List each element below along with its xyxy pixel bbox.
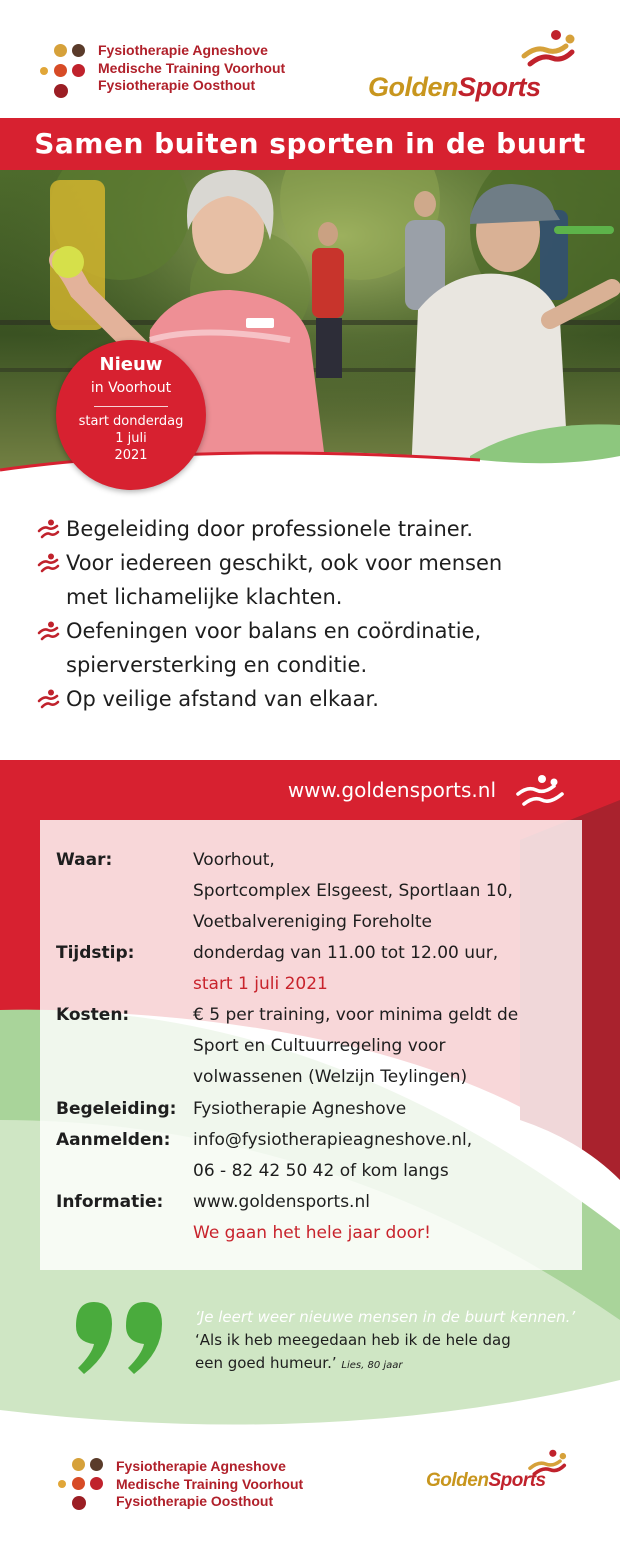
badge-divider <box>94 406 168 407</box>
kosten-value-3: volwassenen (Welzijn Teylingen) <box>193 1067 468 1087</box>
dots-logo-icon <box>40 42 104 102</box>
brand-golden: Golden <box>368 72 458 102</box>
quote-line: ‘Als ik heb meegedaan heb ik de hele dag <box>195 1331 511 1349</box>
list-item-text: Oefeningen voor balans en coördinatie, spierversterking en conditie. <box>66 619 482 677</box>
practice-name: Fysiotherapie Oosthout <box>98 77 256 93</box>
website-link[interactable]: www.goldensports.nl <box>287 778 496 802</box>
kosten-value-1: € 5 per training, voor minima geldt de <box>193 1005 519 1025</box>
badge-line: start donderdag <box>78 414 184 429</box>
quote-mark-icon <box>70 1296 170 1376</box>
practices-logo <box>40 42 285 102</box>
practice-name: Medische Training Voorhout <box>98 59 286 76</box>
badge-subtitle: in Voorhout <box>90 380 172 396</box>
tijdstip-value-1: donderdag van 11.00 tot 12.00 uur, <box>193 943 499 963</box>
testimonial <box>195 1306 605 1377</box>
list-item <box>36 546 596 614</box>
practice-name: Fysiotherapie Agneshove <box>116 1458 286 1474</box>
tijdstip-label: Tijdstip: <box>56 943 135 963</box>
runners-icon <box>514 774 566 810</box>
informatie-label: Informatie: <box>56 1192 164 1212</box>
waar-value-2: Sportcomplex Elsgeest, Sportlaan 10, <box>193 881 513 901</box>
aanmelden-email[interactable]: info@fysiotherapieagneshove.nl, <box>193 1130 473 1150</box>
practice-names <box>98 42 285 95</box>
list-item-text: Op veilige afstand van elkaar. <box>66 687 379 711</box>
list-item <box>36 512 596 546</box>
runner-bullet-icon <box>36 614 66 648</box>
list-item <box>36 682 596 716</box>
headline: Samen buiten sporten in de buurt <box>34 127 586 160</box>
begeleiding-label: Begeleiding: <box>56 1099 177 1119</box>
practice-name: Medische Training Voorhout <box>116 1475 304 1492</box>
runner-bullet-icon <box>36 682 66 716</box>
brand-sports: Sports <box>488 1470 546 1491</box>
kosten-value-2: Sport en Cultuurregeling voor <box>193 1036 446 1056</box>
quote-line: ‘Je leert weer nieuwe mensen in de buurt kennen.’ <box>195 1308 576 1326</box>
list-item <box>36 614 596 682</box>
list-item-text: Voor iedereen geschikt, ook voor mensen met lichamelijke klachten. <box>66 551 503 609</box>
quote-author: Lies, 80 jaar <box>341 1360 403 1371</box>
practice-name: Fysiotherapie Oosthout <box>116 1493 274 1509</box>
brand-golden: Golden <box>426 1470 489 1491</box>
badge-line: 1 juli <box>115 430 147 446</box>
aanmelden-label: Aanmelden: <box>56 1130 171 1150</box>
begeleiding-value: Fysiotherapie Agneshove <box>193 1099 407 1119</box>
dots-logo-icon <box>58 1458 122 1518</box>
kosten-label: Kosten: <box>56 1005 130 1025</box>
footer-practices-logo <box>58 1458 303 1518</box>
badge-line: 2021 <box>114 447 148 463</box>
waar-label: Waar: <box>56 850 113 870</box>
runners-icon <box>510 28 580 72</box>
runner-bullet-icon <box>36 546 66 580</box>
badge-start-date <box>56 414 206 465</box>
brand-sports: Sports <box>458 72 541 102</box>
headline-band <box>0 118 620 170</box>
quote-line: een goed humeur.’ Lies, 80 jaar <box>195 1354 403 1372</box>
waar-value-3: Voetbalvereniging Foreholte <box>193 912 433 932</box>
list-item-text: Begeleiding door professionele trainer. <box>66 517 474 541</box>
practice-name: Fysiotherapie Agneshove <box>98 42 268 58</box>
new-in-voorhout-badge <box>56 340 206 490</box>
badge-title: Nieuw <box>99 354 163 375</box>
waar-value-1: Voorhout, <box>193 850 275 870</box>
tijdstip-value-2: start 1 juli 2021 <box>193 974 328 994</box>
informatie-website[interactable]: www.goldensports.nl <box>193 1192 370 1212</box>
practice-names <box>116 1458 303 1511</box>
feature-list <box>36 512 596 716</box>
all-year-note: We gaan het hele jaar door! <box>193 1223 431 1243</box>
aanmelden-phone: 06 - 82 42 50 42 of kom langs <box>193 1161 449 1181</box>
runner-bullet-icon <box>36 512 66 546</box>
